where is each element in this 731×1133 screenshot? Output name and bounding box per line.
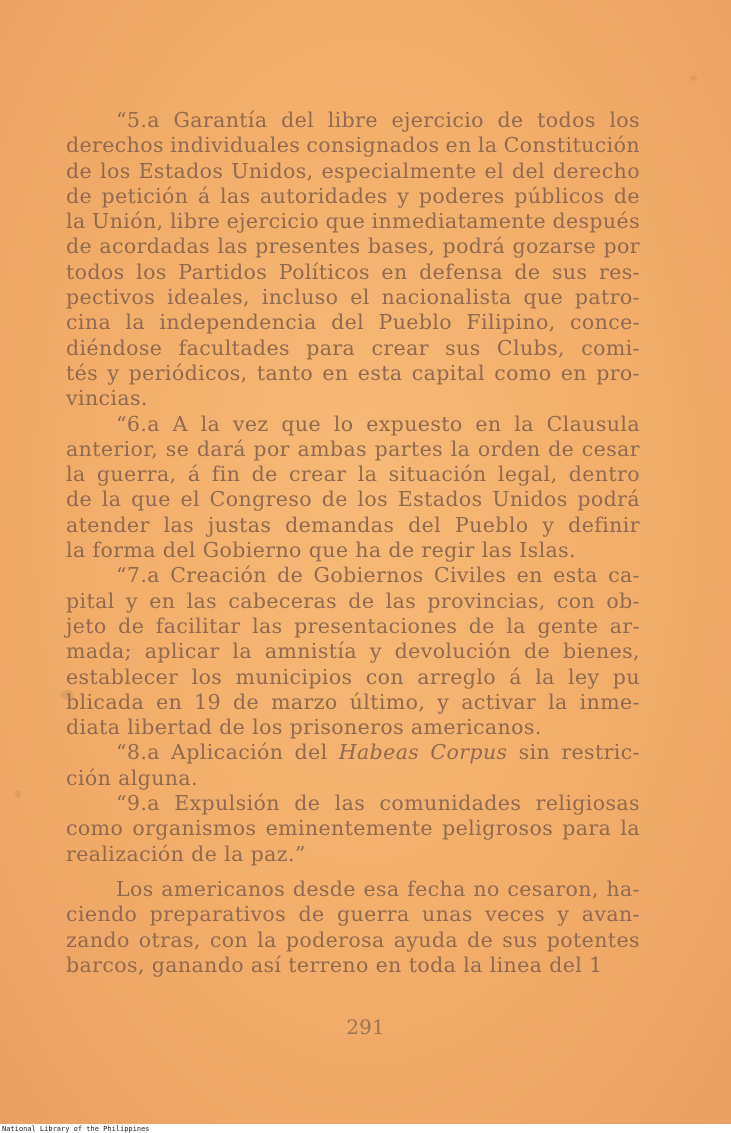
text-line: todos los Partidos Políticos en defensa de sus res- [66, 259, 640, 284]
paragraph [66, 740, 640, 791]
text-line: de la que el Congreso de los Estados Unidos podrá [66, 487, 640, 512]
text-line: vincias. [66, 386, 148, 411]
text-line: establecer los municipios con arreglo á la ley pu [66, 664, 640, 689]
library-footer: National Library of the Philippines [2, 1125, 150, 1133]
text-line: pectivos ideales, incluso el nacionalista que patro- [66, 285, 640, 310]
text-line: de petición á las autoridades y poderes públicos de [66, 183, 640, 208]
text-line: diéndose facultades para crear sus Clubs, comi- [66, 335, 640, 360]
text-line: zando otras, con la poderosa ayuda de sus potentes [66, 927, 640, 952]
text-line: diata libertad de los prisoneros americanos. [66, 715, 542, 740]
text-line: cina la independencia del Pueblo Filipino, conce- [66, 310, 640, 335]
text-line: tés y periódicos, tanto en esta capital como en pro- [66, 360, 640, 385]
text-line: pital y en las cabeceras de las provincias, con ob- [66, 588, 640, 613]
text-line: la guerra, á fin de crear la situación legal, dentro [66, 462, 640, 487]
text-line: “7.a Creación de Gobiernos Civiles en esta ca- [116, 563, 640, 588]
text-line: jeto de facilitar las presentaciones de la gente ar- [66, 613, 640, 638]
paragraph [66, 412, 640, 564]
text-line: “8.a Aplicación del Habeas Corpus sin restric- [116, 740, 640, 765]
text-line: Los americanos desde esa fecha no cesaron, ha- [116, 876, 640, 901]
text-line: “9.a Expulsión de las comunidades religiosas [116, 791, 640, 816]
page-number: 291 [346, 1015, 385, 1039]
text-line: la forma del Gobierno que ha de regir las Islas. [66, 538, 576, 563]
text-line: “5.a Garantía del libre ejercicio de todos los [116, 108, 640, 132]
text-line: como organismos eminentemente peligrosos para la [66, 816, 640, 841]
text-line: de acordadas las presentes bases, podrá gozarse por [66, 234, 640, 259]
paragraph [66, 791, 640, 867]
text-line: ción alguna. [66, 765, 198, 790]
text-line: mada; aplicar la amnistía y devolución de bienes, [66, 639, 640, 664]
paper-stain [15, 790, 21, 798]
text-line: barcos, ganando así terreno en toda la linea del 1 [66, 952, 603, 977]
paragraph [66, 108, 640, 412]
page-body-text [66, 108, 640, 978]
text-line: realización de la paz.” [66, 841, 306, 866]
paragraph-gap [66, 867, 640, 877]
text-line: ciendo preparativos de guerra unas veces y avan- [66, 902, 640, 927]
paragraph [66, 877, 640, 978]
text-line: de los Estados Unidos, especialmente el del derecho [66, 158, 640, 183]
paragraph [66, 563, 640, 740]
paper-stain [690, 75, 697, 81]
text-line: “6.a A la vez que lo expuesto en la Clausula [116, 411, 640, 436]
text-line: anterior, se dará por ambas partes la orden de cesar [66, 436, 640, 461]
text-line: blicada en 19 de marzo último, y activar la inme- [66, 689, 640, 714]
text-line: derechos individuales consignados en la Constitución [66, 133, 640, 158]
text-line: atender las justas demandas del Pueblo y definir [66, 512, 640, 537]
text-line: la Unión, libre ejercicio que inmediatamente después [66, 209, 640, 234]
